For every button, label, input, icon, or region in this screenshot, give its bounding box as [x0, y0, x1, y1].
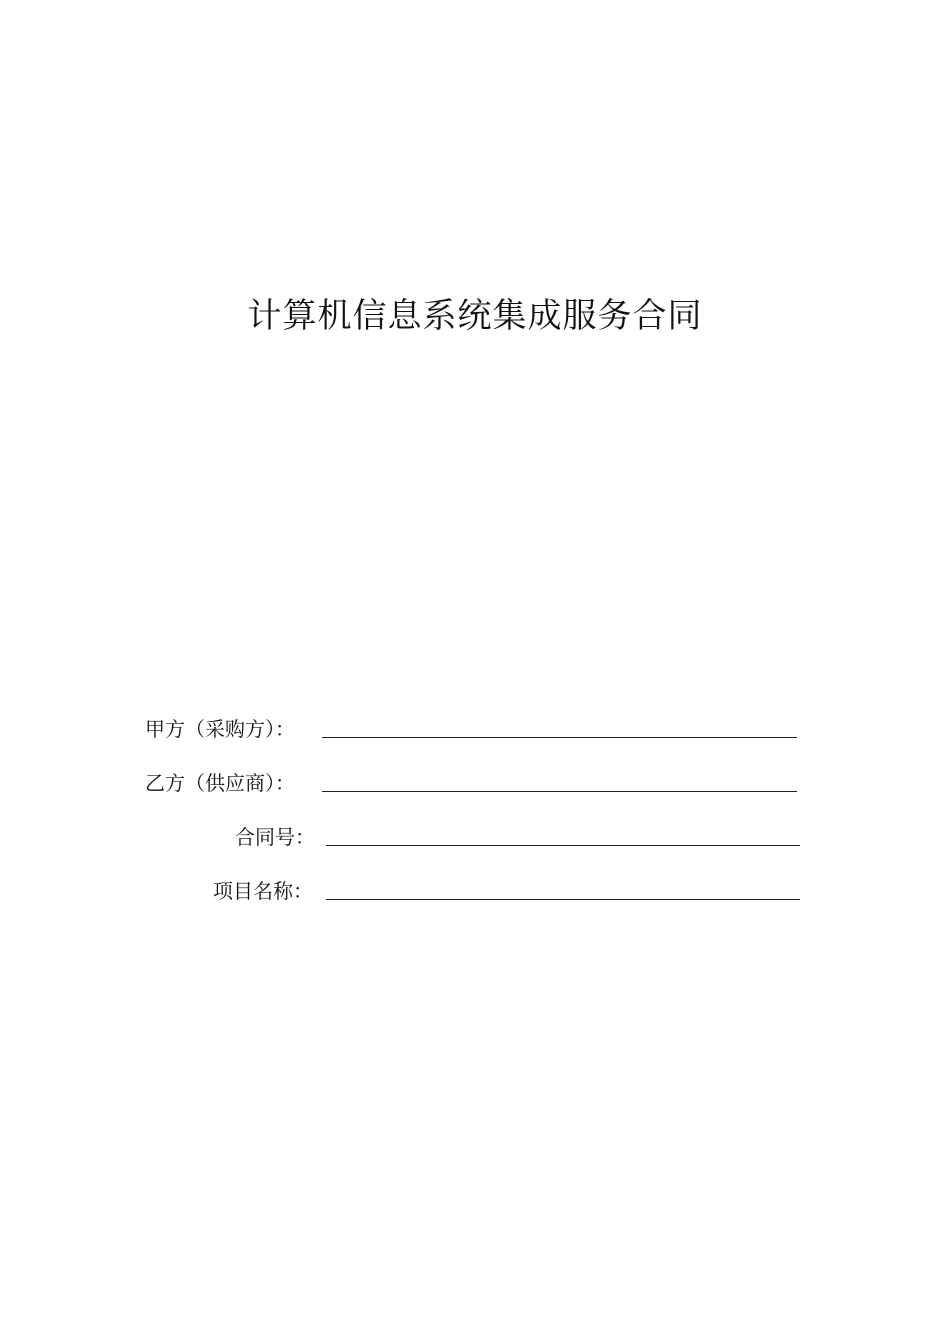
field-party-b	[0, 766, 950, 800]
field-party-b-line	[322, 791, 797, 792]
field-project-name-label: 项目名称：	[213, 879, 313, 903]
field-party-a-line	[322, 737, 797, 738]
field-contract-number-label: 合同号：	[235, 825, 315, 849]
document-title: 计算机信息系统集成服务合同	[247, 296, 703, 336]
field-contract-number	[0, 820, 950, 854]
field-project-name-line	[326, 899, 800, 900]
field-party-a	[0, 712, 950, 746]
field-party-b-label: 乙方（供应商）：	[145, 771, 295, 795]
field-project-name	[0, 874, 950, 908]
field-contract-number-line	[326, 845, 800, 846]
field-party-a-label: 甲方（采购方）：	[145, 717, 295, 741]
